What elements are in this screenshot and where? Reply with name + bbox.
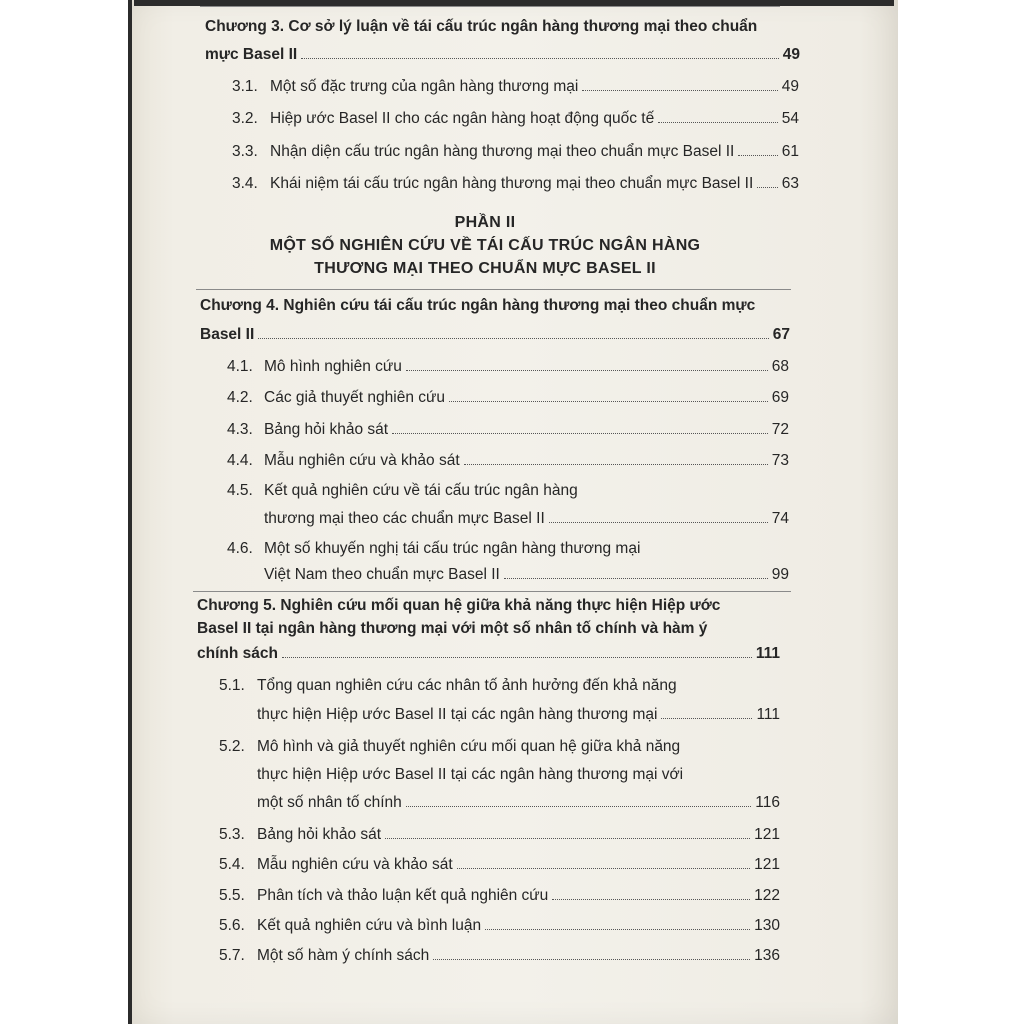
part-2-title-line2: THƯƠNG MẠI THEO CHUẨN MỰC BASEL II [314,260,656,277]
top-rule [200,6,780,7]
toc-entry-4-1: 4.1. Mô hình nghiên cứu 68 [227,358,789,375]
toc-entry-5-1-line1: 5.1. Tổng quan nghiên cứu các nhân tố ảnh hưởng đến khả năng [219,677,677,694]
toc-entry-4-5-line1: 4.5. Kết quả nghiên cứu về tái cấu trúc ngân hàng [227,482,578,499]
section-rule-2 [193,591,791,592]
toc-entry-5-2-line3: một số nhân tố chính 116 [257,794,780,811]
toc-entry-5-7: 5.7. Một số hàm ý chính sách 136 [219,947,780,964]
toc-entry-5-3: 5.3. Bảng hỏi khảo sát 121 [219,826,780,843]
toc-entry-4-2: 4.2. Các giả thuyết nghiên cứu 69 [227,389,789,406]
right-background [898,0,1024,1024]
section-rule-1 [196,289,791,290]
toc-entry-5-1-line2: thực hiện Hiệp ước Basel II tại các ngân hàng thương mại 111 [257,706,780,723]
toc-entry-3-2: 3.2. Hiệp ước Basel II cho các ngân hàng hoạt động quốc tế 54 [232,110,799,127]
toc-entry-3-1: 3.1. Một số đặc trưng của ngân hàng thương mại 49 [232,78,799,95]
chapter-4-title-line2: Basel II 67 [200,326,790,343]
toc-entry-4-6-line2: Việt Nam theo chuẩn mực Basel II 99 [264,566,789,583]
left-background [0,0,128,1024]
toc-entry-5-2-line2: thực hiện Hiệp ước Basel II tại các ngân hàng thương mại với [257,766,684,783]
chapter-3-title-line2: mực Basel II 49 [205,46,800,63]
part-2-label: PHẦN II [454,214,516,231]
toc-entry-3-4: 3.4. Khái niệm tái cấu trúc ngân hàng thương mại theo chuẩn mực Basel II 63 [232,175,799,192]
toc-entry-4-5-line2: thương mại theo các chuẩn mực Basel II 74 [264,510,789,527]
toc-entry-5-6: 5.6. Kết quả nghiên cứu và bình luận 130 [219,917,780,934]
toc-entry-5-4: 5.4. Mẫu nghiên cứu và khảo sát 121 [219,856,780,873]
toc-entry-5-2-line1: 5.2. Mô hình và giả thuyết nghiên cứu mối quan hệ giữa khả năng [219,738,681,755]
toc-entry-3-3: 3.3. Nhận diện cấu trúc ngân hàng thương mại theo chuẩn mực Basel II 61 [232,143,799,160]
toc-entry-4-6-line1: 4.6. Một số khuyến nghị tái cấu trúc ngân hàng thương mại [227,540,641,557]
chapter-3-title-line1: Chương 3. Cơ sở lý luận về tái cấu trúc ngân hàng thương mại theo chuẩn [205,18,758,35]
chapter-5-title-line1: Chương 5. Nghiên cứu mối quan hệ giữa khả năng thực hiện Hiệp ước [197,597,721,614]
chapter-5-title-line3: chính sách 111 [197,645,780,662]
chapter-4-title-line1: Chương 4. Nghiên cứu tái cấu trúc ngân hàng thương mại theo chuẩn mực [200,297,756,314]
toc-entry-5-5: 5.5. Phân tích và thảo luận kết quả nghiên cứu 122 [219,887,780,904]
page-binding-edge [128,0,132,1024]
toc-entry-4-3: 4.3. Bảng hỏi khảo sát 72 [227,421,789,438]
part-2-title-line1: MỘT SỐ NGHIÊN CỨU VỀ TÁI CẤU TRÚC NGÂN HÀNG [269,237,701,254]
toc-entry-4-4: 4.4. Mẫu nghiên cứu và khảo sát 73 [227,452,789,469]
chapter-5-title-line2: Basel II tại ngân hàng thương mại với một số nhân tố chính và hàm ý [197,620,708,637]
